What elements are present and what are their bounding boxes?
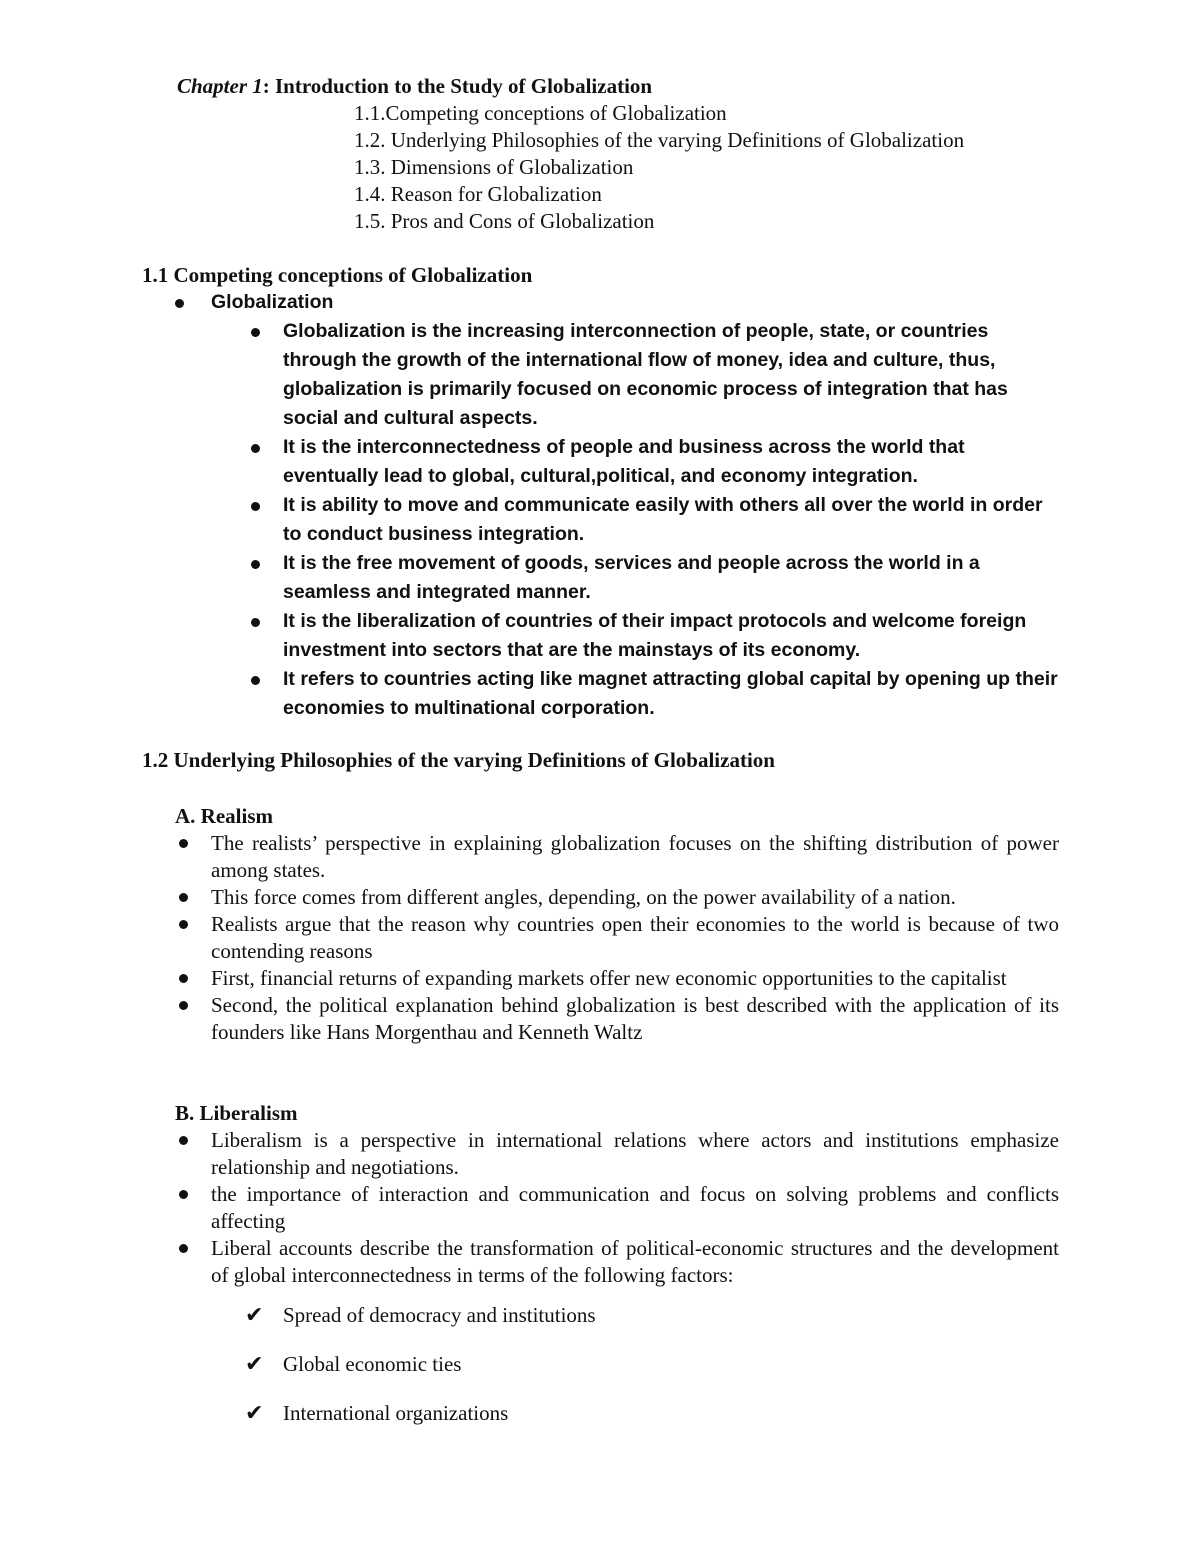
- realism-list: [211, 830, 1059, 1046]
- list-item: [283, 433, 1058, 491]
- liberalism-factors-list: [245, 1302, 983, 1449]
- check-item-text: Global economic ties: [283, 1352, 462, 1376]
- liberalism-heading: B. Liberalism: [175, 1101, 298, 1125]
- list-item: [283, 317, 1058, 433]
- list-item-text: Globalization is the increasing interconnection of people, state, or countries through the growth of the international flow of money, idea and culture, thus, globalization is primarily focused on economic process of integration that has social and cultural aspects.: [283, 320, 1008, 429]
- liberalism-list: [211, 1127, 1059, 1289]
- list-item: [283, 549, 1058, 607]
- list-item-text: Second, the political explanation behind globalization is best described with the application of its founders like Hans Morgenthau and Kenneth Waltz: [211, 993, 1059, 1044]
- toc-item: 1.2. Underlying Philosophies of the varying Definitions of Globalization: [354, 128, 965, 152]
- checkmark-icon: ✔: [245, 1401, 264, 1426]
- checkmark-icon: ✔: [245, 1303, 264, 1328]
- bullet-icon: [251, 502, 260, 511]
- chapter-title: [177, 73, 652, 100]
- bullet-icon: [175, 299, 184, 308]
- list-item-text: It is the interconnectedness of people and business across the world that eventually lead to global, cultural,political, and economy integration.: [283, 436, 965, 487]
- list-item: [211, 1235, 1059, 1289]
- chapter-label: Chapter 1: [177, 74, 263, 98]
- toc-item: 1.5. Pros and Cons of Globalization: [354, 209, 655, 233]
- checkmark-icon: ✔: [245, 1352, 264, 1377]
- chapter-title-text: : Introduction to the Study of Globalization: [262, 74, 653, 98]
- list-item: [211, 1181, 1059, 1235]
- bullet-icon: [179, 974, 188, 983]
- chapter-toc: [354, 100, 964, 235]
- check-item-text: Spread of democracy and institutions: [283, 1303, 596, 1327]
- globalization-term: Globalization: [211, 291, 334, 313]
- list-item: [211, 1127, 1059, 1181]
- list-item-text: It refers to countries acting like magnet attracting global capital by opening up their economies to multinational corporation.: [283, 668, 1058, 719]
- list-item-text: The realists’ perspective in explaining globalization focuses on the shifting distribution of power among states.: [211, 831, 1059, 882]
- list-item-text: Liberal accounts describe the transformation of political-economic structures and the development of global interconnectedness in terms of the following factors:: [211, 1236, 1059, 1287]
- bullet-icon: [251, 444, 260, 453]
- list-item-text: It is the free movement of goods, services and people across the world in a seamless and integrated manner.: [283, 552, 980, 603]
- list-item-text: Realists argue that the reason why countries open their economies to the world is because of two contending reasons: [211, 912, 1059, 963]
- bullet-icon: [251, 676, 260, 685]
- list-item: [211, 830, 1059, 884]
- list-item-text: First, financial returns of expanding markets offer new economic opportunities to the capitalist: [211, 966, 1007, 990]
- check-item-text: International organizations: [283, 1401, 509, 1425]
- list-item-text: Liberalism is a perspective in international relations where actors and institutions emphasize relationship and negotiations.: [211, 1128, 1059, 1179]
- globalization-definition-list: [283, 317, 1058, 723]
- bullet-icon: [179, 1244, 188, 1253]
- list-item: [283, 665, 1058, 723]
- section-1-2-heading: 1.2 Underlying Philosophies of the varying Definitions of Globalization: [142, 748, 775, 772]
- list-item: [283, 491, 1058, 549]
- section-1-1-heading: 1.1 Competing conceptions of Globalization: [142, 263, 533, 287]
- globalization-term-item: [211, 288, 1071, 317]
- list-item-text: It is ability to move and communicate easily with others all over the world in order to conduct business integration.: [283, 494, 1043, 545]
- list-item: [211, 992, 1059, 1046]
- bullet-icon: [251, 618, 260, 627]
- bullet-icon: [179, 839, 188, 848]
- list-item-text: This force comes from different angles, depending, on the power availability of a nation.: [211, 885, 956, 909]
- bullet-icon: [251, 328, 260, 337]
- list-item: [211, 884, 1059, 911]
- bullet-icon: [179, 1136, 188, 1145]
- check-item: [245, 1302, 983, 1351]
- list-item: [211, 965, 1059, 992]
- bullet-icon: [179, 893, 188, 902]
- list-item: [283, 607, 1058, 665]
- list-item-text: the importance of interaction and communication and focus on solving problems and conflicts affecting: [211, 1182, 1059, 1233]
- toc-item: 1.3. Dimensions of Globalization: [354, 155, 634, 179]
- check-item: [245, 1351, 983, 1400]
- realism-heading: A. Realism: [175, 804, 273, 828]
- bullet-icon: [179, 1001, 188, 1010]
- toc-item: 1.1.Competing conceptions of Globalization: [354, 101, 727, 125]
- check-item: [245, 1400, 983, 1449]
- bullet-icon: [251, 560, 260, 569]
- list-item-text: It is the liberalization of countries of their impact protocols and welcome foreign investment into sectors that are the mainstays of its economy.: [283, 610, 1027, 661]
- toc-item: 1.4. Reason for Globalization: [354, 182, 602, 206]
- list-item: [211, 911, 1059, 965]
- bullet-icon: [179, 1190, 188, 1199]
- bullet-icon: [179, 920, 188, 929]
